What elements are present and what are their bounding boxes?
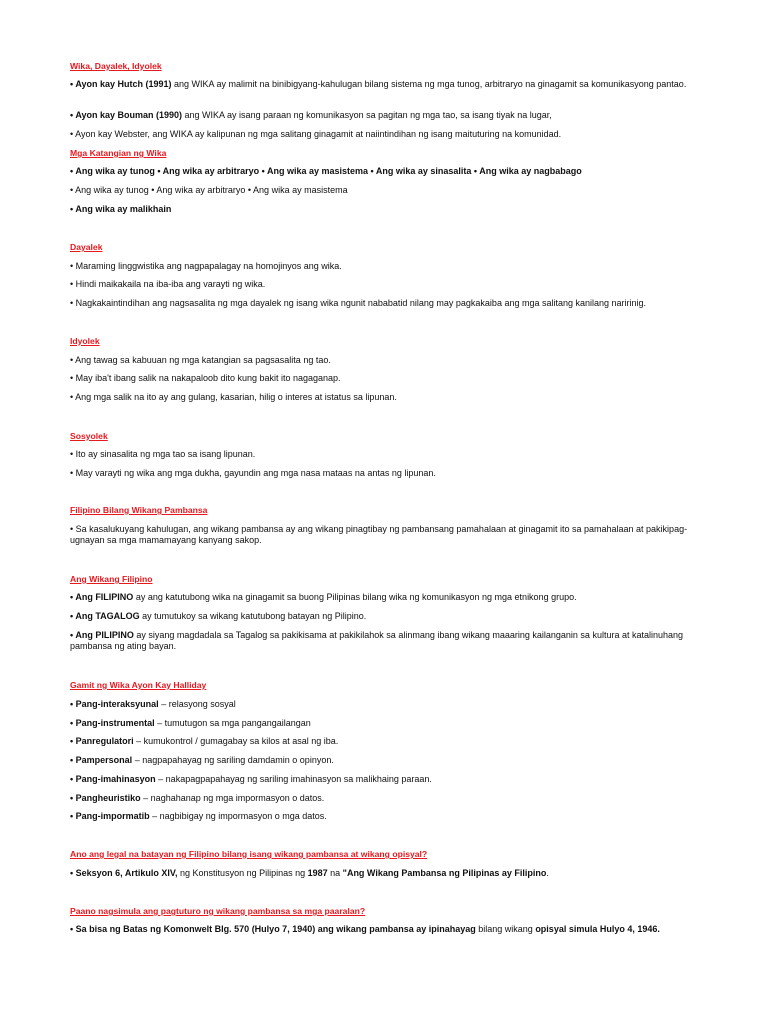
heading-filipino-bilang-wikang-pambansa: Filipino Bilang Wikang Pambansa	[70, 505, 208, 515]
paragraph-filipino: • Ang FILIPINO ay ang katutubong wika na ginagamit sa buong Pilipinas bilang wika ng komunikasyon ng mga etnikong grupo.	[70, 592, 577, 602]
paragraph-wikang-pambansa: • Sa kasalukuyang kahulugan, ang wikang pambansa ay ang wikang pinagtibay ng pambansang pamahalaan at ginagamit ito sa pamahalaan at pakikipag-ugnayan sa mga mamamayang kanyang sakop.	[70, 524, 688, 545]
paragraph-dayalek-2: • Hindi maikakaila na iba-iba ang varayti ng wika.	[70, 279, 266, 289]
list-item-halliday: • Pang-instrumental – tumutugon sa mga pangangailangan	[70, 718, 311, 728]
paragraph-sosyolek-1: • Ito ay sinasalita ng mga tao sa isang lipunan.	[70, 449, 256, 459]
paragraph-katangian-2: • Ang wika ay tunog • Ang wika ay arbitraryo • Ang wika ay masistema	[70, 185, 348, 195]
paragraph-sosyolek-2: • May varayti ng wika ang mga dukha, gayundin ang mga nasa mataas na antas ng lipunan.	[70, 468, 436, 478]
list-item-halliday: • Panregulatori – kumukontrol / gumagabay sa kilos at asal ng iba.	[70, 736, 339, 746]
list-item-halliday: • Pangheuristiko – naghahanap ng mga impormasyon o datos.	[70, 793, 325, 803]
heading-halliday: Gamit ng Wika Ayon Kay Halliday	[70, 680, 207, 690]
paragraph-bouman: • Ayon kay Bouman (1990) ang WIKA ay isang paraan ng komunikasyon sa pagitan ng mga tao, sa isang tiyak na lugar,	[70, 110, 552, 120]
paragraph-dayalek-1: • Maraming linggwistika ang nagpapalagay na homojinyos ang wika.	[70, 261, 342, 271]
paragraph-dayalek-3: • Nagkakaintindihan ang nagsasalita ng mga dayalek ng isang wika ngunit nababatid nilang may pagkakaiba ang mga salitang kanilang naririnig.	[70, 298, 647, 308]
paragraph-idyolek-2: • May iba't ibang salik na nakapaloob dito kung bakit ito nagaganap.	[70, 373, 341, 383]
list-item-halliday: • Pang-imahinasyon – nakapagpapahayag ng sariling imahinasyon sa malikhaing paraan.	[70, 774, 432, 784]
list-item-halliday: • Pampersonal – nagpapahayag ng sariling damdamin o opinyon.	[70, 755, 334, 765]
list-item-halliday: • Pang-impormatib – nagbibigay ng impormasyon o mga datos.	[70, 811, 327, 821]
heading-katangian: Mga Katangian ng Wika	[70, 148, 167, 158]
paragraph-seksyon-6: • Seksyon 6, Artikulo XIV, ng Konstitusyon ng Pilipinas ng 1987 na "Ang Wikang Pambansa ng Pilipinas ay Filipino.	[70, 868, 549, 878]
paragraph-pilipino: • Ang PILIPINO ay siyang magdadala sa Tagalog sa pakikisama at pakikilahok sa alinmang ibang wikang maaaring kailanganin sa kultura at katalinuhang pambansa ng ating bayan.	[70, 630, 684, 651]
paragraph-idyolek-3: • Ang mga salik na ito ay ang gulang, kasarian, hilig o interes at istatus sa lipunan.	[70, 392, 397, 402]
list-item-halliday: • Pang-interaksyunal – relasyong sosyal	[70, 699, 236, 709]
paragraph-katangian-3: • Ang wika ay malikhain	[70, 204, 172, 214]
paragraph-hutch: • Ayon kay Hutch (1991) ang WIKA ay malimit na binibigyang-kahulugan bilang sistema ng mga tunog, arbitraryo na ginagamit sa komunikasyong pantao.	[70, 79, 687, 89]
paragraph-idyolek-1: • Ang tawag sa kabuuan ng mga katangian sa pagsasalita ng tao.	[70, 355, 331, 365]
paragraph-batas-komonwelt: • Sa bisa ng Batas ng Komonwelt Blg. 570 (Hulyo 7, 1940) ang wikang pambansa ay ipinahayag bilang wikang opisyal simula Hulyo 4, 1946.	[70, 924, 660, 934]
heading-wika-dayalek-idyolek: Wika, Dayalek, Idyolek	[70, 61, 162, 71]
heading-ang-wikang-filipino: Ang Wikang Filipino	[70, 574, 153, 584]
heading-idyolek: Idyolek	[70, 336, 100, 346]
heading-legal-na-batayan: Ano ang legal na batayan ng Filipino bilang isang wikang pambansa at wikang opisyal?	[70, 849, 428, 859]
paragraph-katangian-1: • Ang wika ay tunog • Ang wika ay arbitraryo • Ang wika ay masistema • Ang wika ay sinasalita • Ang wika ay nagbabago	[70, 166, 582, 176]
heading-sosyolek: Sosyolek	[70, 431, 108, 441]
heading-pagtuturo: Paano nagsimula ang pagtuturo ng wikang pambansa sa mga paaralan?	[70, 906, 366, 916]
paragraph-tagalog: • Ang TAGALOG ay tumutukoy sa wikang katutubong batayan ng Pilipino.	[70, 611, 367, 621]
paragraph-webster: • Ayon kay Webster, ang WIKA ay kalipunan ng mga salitang ginagamit at naiintindihan ng isang maituturing na komunidad.	[70, 129, 562, 139]
heading-dayalek: Dayalek	[70, 242, 103, 252]
